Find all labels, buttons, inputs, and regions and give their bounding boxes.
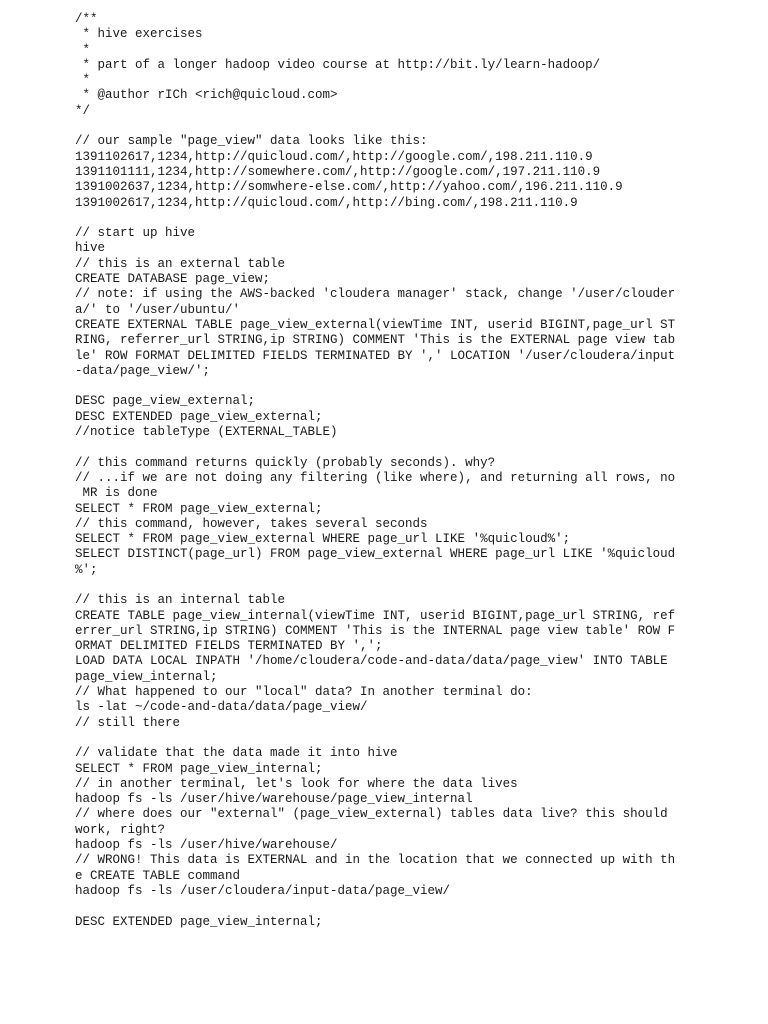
code-line: DESC EXTENDED page_view_internal; (75, 914, 323, 929)
code-line: ls -lat ~/code-and-data/data/page_view/ (75, 700, 368, 715)
code-line: SELECT * FROM page_view_external WHERE page_url LIKE '%quicloud%'; (75, 532, 571, 547)
code-line (75, 731, 755, 746)
code-line: CREATE EXTERNAL TABLE page_view_external(viewTime INT, userid BIGINT,page_url ST (75, 317, 676, 332)
code-line: */ (75, 103, 91, 118)
code-line: // WRONG! This data is EXTERNAL and in the location that we connected up with th (75, 853, 676, 868)
code-line: * hive exercises (75, 27, 203, 42)
code-line (75, 440, 755, 455)
code-line: // start up hive (75, 226, 196, 241)
code-line (75, 119, 755, 134)
code-line: ORMAT DELIMITED FIELDS TERMINATED BY ','; (75, 639, 383, 654)
code-line: // this is an internal table (75, 593, 286, 608)
code-line (75, 578, 755, 593)
code-line: 1391101111,1234,http://somewhere.com/,http://google.com/,197.211.110.9 (75, 164, 601, 179)
code-line: SELECT DISTINCT(page_url) FROM page_view_external WHERE page_url LIKE '%quicloud (75, 547, 676, 562)
code-line: hadoop fs -ls /user/hive/warehouse/page_view_internal (75, 792, 473, 807)
code-line: // ...if we are not doing any filtering (like where), and returning all rows, no (75, 470, 676, 485)
code-line: RING, referrer_url STRING,ip STRING) COMMENT 'This is the EXTERNAL page view tab (75, 333, 676, 348)
code-line: 1391002617,1234,http://quicloud.com/,http://bing.com/,198.211.110.9 (75, 195, 578, 210)
code-line: /** (75, 12, 98, 26)
code-document (75, 12, 755, 930)
code-line: * part of a longer hadoop video course at http://bit.ly/learn-hadoop/ (75, 57, 601, 72)
code-line (75, 899, 755, 914)
code-line: // in another terminal, let's look for where the data lives (75, 776, 518, 791)
code-line: // note: if using the AWS-backed 'cloudera manager' stack, change '/user/clouder (75, 287, 676, 302)
code-line: SELECT * FROM page_view_internal; (75, 761, 323, 776)
code-line: errer_url STRING,ip STRING) COMMENT 'This is the INTERNAL page view table' ROW F (75, 623, 676, 638)
code-line: page_view_internal; (75, 669, 218, 684)
code-line: 1391102617,1234,http://quicloud.com/,http://google.com/,198.211.110.9 (75, 149, 593, 164)
code-line: DESC EXTENDED page_view_external; (75, 409, 323, 424)
code-line: a/' to '/user/ubuntu/' (75, 302, 241, 317)
code-line: // validate that the data made it into hive (75, 746, 398, 761)
code-line: LOAD DATA LOCAL INPATH '/home/cloudera/code-and-data/data/page_view' INTO TABLE (75, 654, 668, 669)
code-line: e CREATE TABLE command (75, 868, 241, 883)
code-line: // where does our "external" (page_view_external) tables data live? this should (75, 807, 668, 822)
code-line: hive (75, 241, 106, 256)
code-line: // still there (75, 715, 181, 730)
code-line: * (75, 73, 91, 88)
code-line (75, 379, 755, 394)
code-line: hadoop fs -ls /user/hive/warehouse/ (75, 838, 338, 853)
code-line: * (75, 42, 91, 57)
code-line: work, right? (75, 822, 166, 837)
code-line: SELECT * FROM page_view_external; (75, 501, 323, 516)
code-line: le' ROW FORMAT DELIMITED FIELDS TERMINATED BY ',' LOCATION '/user/cloudera/input (75, 348, 676, 363)
code-line: hadoop fs -ls /user/cloudera/input-data/page_view/ (75, 883, 451, 898)
code-line: // our sample "page_view" data looks like this: (75, 134, 428, 149)
code-line: DESC page_view_external; (75, 394, 256, 409)
code-line: // this command returns quickly (probably seconds). why? (75, 455, 496, 470)
code-line: // What happened to our "local" data? In another terminal do: (75, 685, 533, 700)
code-line: CREATE DATABASE page_view; (75, 272, 271, 287)
code-line: MR is done (75, 486, 158, 501)
code-line: * @author rICh <rich@quicloud.com> (75, 88, 338, 103)
code-line: // this is an external table (75, 256, 286, 271)
code-line: -data/page_view/'; (75, 363, 211, 378)
code-line: //notice tableType (EXTERNAL_TABLE) (75, 425, 338, 440)
code-line: // this command, however, takes several seconds (75, 516, 428, 531)
code-line (75, 211, 755, 226)
code-line: CREATE TABLE page_view_internal(viewTime INT, userid BIGINT,page_url STRING, ref (75, 608, 676, 623)
code-line: %'; (75, 562, 98, 577)
code-line: 1391002637,1234,http://somwhere-else.com/,http://yahoo.com/,196.211.110.9 (75, 180, 623, 195)
